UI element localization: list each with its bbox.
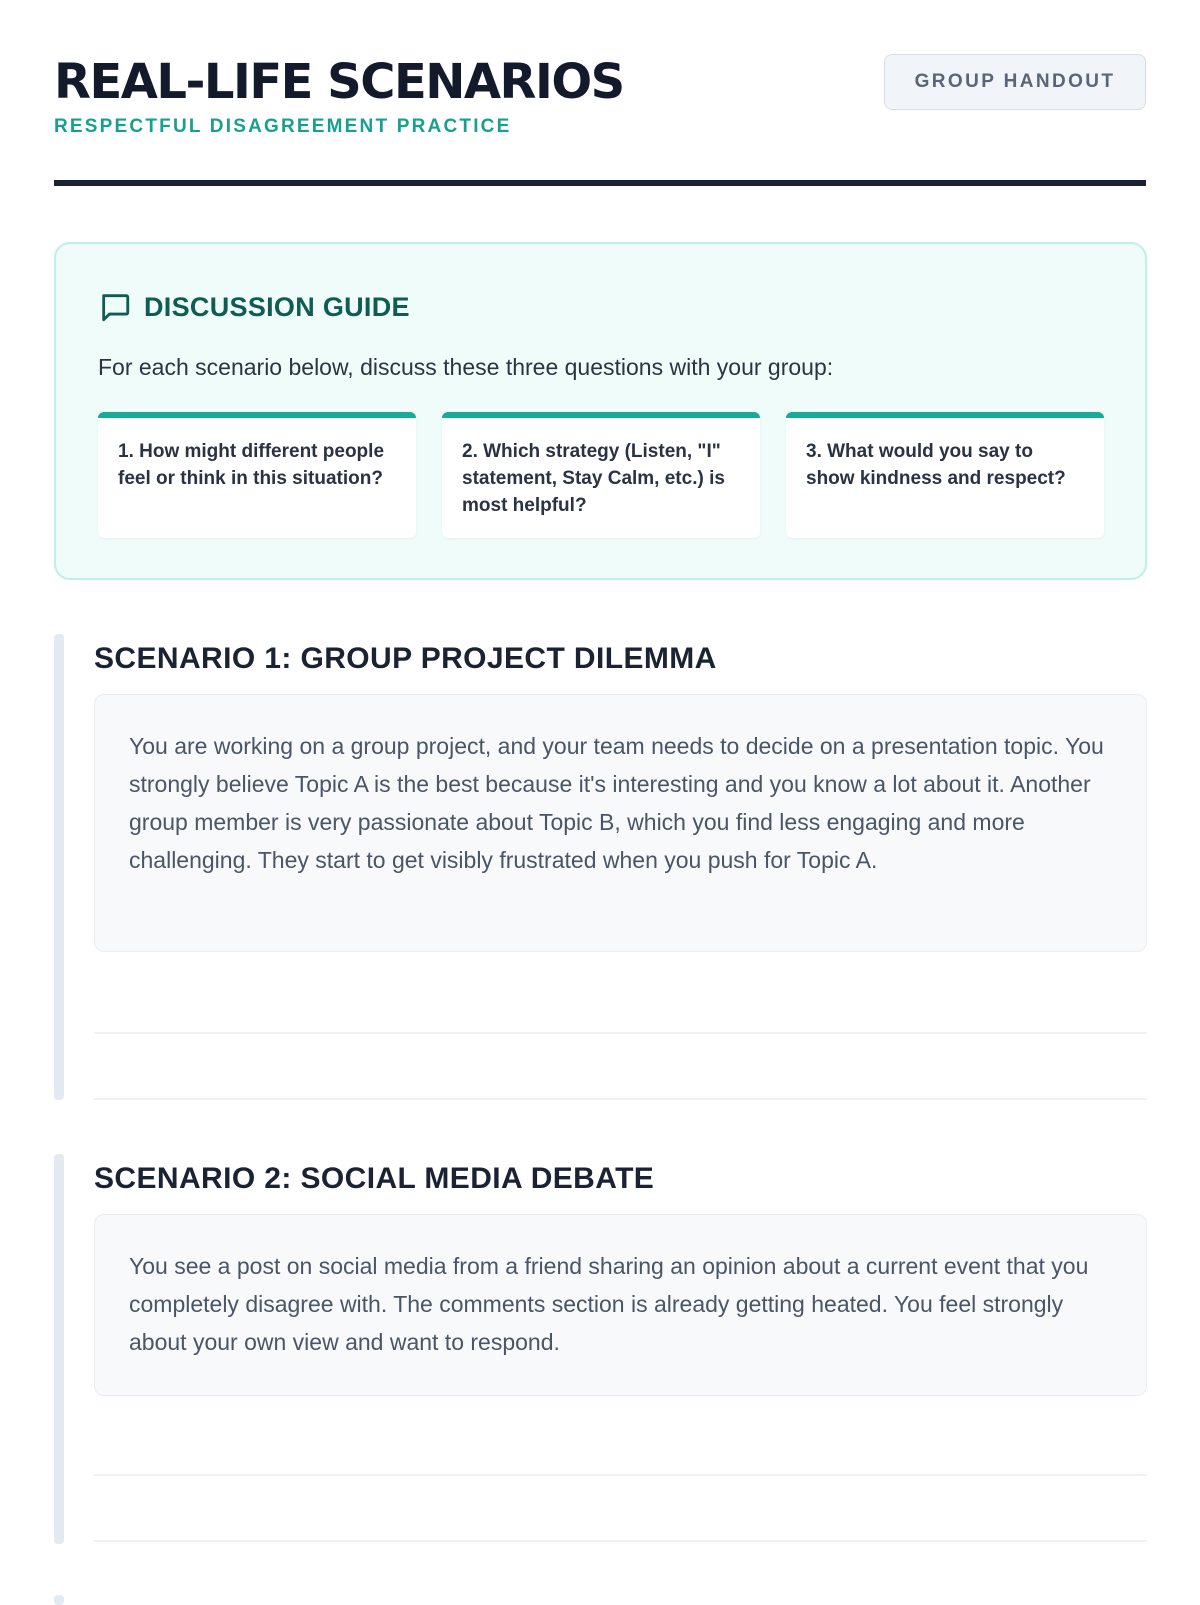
page-title: REAL-LIFE SCENARIOS	[54, 54, 624, 110]
question-card: 2. Which strategy (Listen, "I" statement, Stay Calm, etc.) is most helpful?	[442, 412, 760, 538]
scenario-description: You see a post on social media from a friend sharing an opinion about a current event that you completely disagree with. The comments section is already getting heated. You feel strongly about your own view and want to respond.	[94, 1214, 1147, 1396]
page-header	[54, 0, 1146, 186]
question-card: 1. How might different people feel or think in this situation?	[98, 412, 416, 538]
discussion-guide	[54, 242, 1147, 580]
scenario-rail	[54, 1154, 64, 1544]
discussion-guide-intro: For each scenario below, discuss these three questions with your group:	[98, 354, 834, 380]
scenario-1	[54, 634, 1147, 1104]
group-handout-badge: GROUP HANDOUT	[884, 54, 1146, 110]
discussion-guide-heading	[98, 290, 410, 324]
discussion-guide-title: DISCUSSION GUIDE	[144, 291, 410, 322]
speech-bubble-icon	[98, 290, 132, 324]
answer-line	[94, 1098, 1147, 1100]
scenario-title: SCENARIO 1: GROUP PROJECT DILEMMA	[94, 642, 717, 675]
scenario-description: You are working on a group project, and your team needs to decide on a presentation topic. You strongly believe Topic A is the best because it's interesting and you know a lot about it. Another group member is very passionate about Topic B, which you find less engaging and more challenging. They start to get visibly frustrated when you push for Topic A.	[94, 694, 1147, 952]
answer-line	[94, 1540, 1147, 1542]
question-card: 3. What would you say to show kindness and respect?	[786, 412, 1104, 538]
scenario-2	[54, 1154, 1147, 1594]
page-subtitle: RESPECTFUL DISAGREEMENT PRACTICE	[54, 116, 512, 137]
scenario-title: SCENARIO 2: SOCIAL MEDIA DEBATE	[94, 1162, 655, 1195]
answer-line	[94, 1032, 1147, 1034]
answer-line	[94, 1474, 1147, 1476]
scenario-rail	[54, 634, 64, 1100]
next-scenario-rail	[54, 1595, 64, 1605]
